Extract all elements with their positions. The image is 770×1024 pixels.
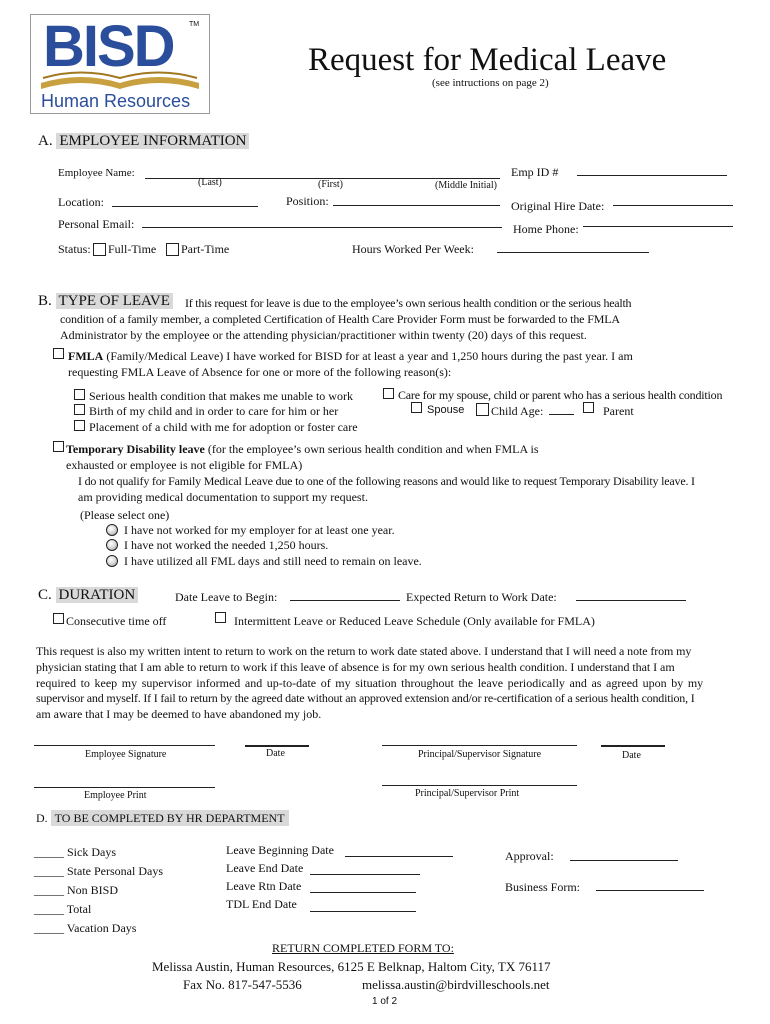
sick-days-row: [34, 843, 163, 862]
section-a-letter: A.: [38, 133, 53, 149]
reason-3-checkbox[interactable]: [74, 420, 85, 431]
date-begin-label: Date Leave to Begin:: [175, 590, 278, 604]
section-c-title: DURATION: [56, 587, 139, 603]
supervisor-print-line[interactable]: [382, 785, 577, 786]
statement-3: required to keep my supervisor informed and up-to-date of my situation throughout the leave periodically and as agreed upon by my: [36, 676, 704, 690]
location-label: Location:: [58, 195, 104, 209]
employee-signature-line[interactable]: [34, 745, 215, 746]
fmla-text-2: requesting FMLA Leave of Absence for one or more of the following reason(s):: [68, 365, 452, 379]
original-hire-field[interactable]: [613, 205, 733, 206]
home-phone-field[interactable]: [583, 226, 733, 227]
position-label: Position:: [286, 194, 329, 208]
vacation-row: [34, 919, 163, 938]
date-1-label: Date: [266, 748, 285, 759]
state-personal-row: [34, 862, 163, 881]
reason-2-checkbox[interactable]: [74, 404, 85, 415]
reason-2-label: Birth of my child and in order to care for him or her: [89, 404, 339, 418]
leave-end-label: Leave End Date: [226, 861, 304, 875]
reason-3-label: Placement of a child with me for adoption or foster care: [89, 420, 358, 434]
section-d-title: TO BE COMPLETED BY HR DEPARTMENT: [51, 810, 289, 826]
tdl-text-3: I do not qualify for Family Medical Leave due to one of the following reasons and would like to request Temporary Disability leave. I: [78, 474, 695, 488]
tdl-end-field[interactable]: [310, 911, 416, 912]
care-for-label: Care for my spouse, child or parent who has a serious health condition: [398, 388, 723, 402]
page-title: Request for Medical Leave: [308, 42, 667, 78]
status-label: Status:: [58, 242, 91, 256]
vacation-label: Vacation Days: [66, 921, 137, 935]
fmla-desc: (Family/Medical Leave) I have worked for BISD for at least a year and 1,250 hours during the past year. I am: [106, 349, 633, 363]
tdl-text-4: am providing medical documentation to support my request.: [78, 490, 368, 504]
expected-return-label: Expected Return to Work Date:: [406, 590, 557, 604]
consecutive-label: Consecutive time off: [66, 614, 167, 628]
total-label: Total: [66, 902, 92, 916]
total-row: [34, 900, 163, 919]
statement-5: am aware that I may be deemed to have abandoned my job.: [36, 707, 322, 721]
opt-3-radio[interactable]: [106, 555, 118, 567]
original-hire-label: Original Hire Date:: [511, 199, 605, 213]
tdl-checkbox[interactable]: [53, 441, 64, 452]
statement-4: supervisor and myself. If I fail to return by the agreed date without an approved extension and/or re-certification of a serious health condition, I: [36, 691, 695, 705]
total-blank[interactable]: _____: [34, 902, 64, 916]
full-time-label: Full-Time: [108, 242, 157, 256]
sick-days-label: Sick Days: [67, 845, 116, 859]
employee-print-line[interactable]: [34, 787, 215, 788]
hours-week-field[interactable]: [497, 252, 649, 253]
tdl-text-1: [66, 441, 539, 457]
consecutive-checkbox[interactable]: [53, 613, 64, 624]
emp-id-field[interactable]: [577, 175, 727, 176]
expected-return-field[interactable]: [576, 600, 686, 601]
date-1-line[interactable]: [245, 745, 309, 747]
child-age-field[interactable]: [549, 414, 574, 415]
footer-address: Melissa Austin, Human Resources, 6125 E Belknap, Haltom City, TX 76117: [152, 959, 551, 974]
fmla-bold: FMLA: [68, 349, 104, 363]
opt-2-radio[interactable]: [106, 539, 118, 551]
full-time-checkbox[interactable]: [93, 243, 106, 256]
fmla-text-1: [68, 348, 633, 364]
tdl-end-label: TDL End Date: [226, 897, 297, 911]
care-for-checkbox[interactable]: [383, 388, 394, 399]
section-d-heading: [36, 811, 289, 826]
date-2-label: Date: [622, 750, 641, 761]
non-bisd-row: [34, 881, 163, 900]
opt-2-label: I have not worked the needed 1,250 hours.: [124, 538, 329, 552]
fmla-checkbox[interactable]: [53, 348, 64, 359]
opt-1-radio[interactable]: [106, 524, 118, 536]
intermittent-label: Intermittent Leave or Reduced Leave Schedule (Only available for FMLA): [234, 614, 595, 628]
employee-print-label: Employee Print: [84, 790, 147, 801]
business-form-field[interactable]: [596, 890, 704, 891]
supervisor-print-label: Principal/Supervisor Print: [415, 788, 520, 799]
opt-1-label: I have not worked for my employer for at least one year.: [124, 523, 395, 537]
leave-begin-label: Leave Beginning Date: [226, 843, 334, 857]
logo-text: BISD: [43, 14, 174, 79]
leave-end-field[interactable]: [310, 874, 420, 875]
leave-begin-field[interactable]: [345, 856, 453, 857]
section-b-letter: B.: [38, 293, 52, 309]
middle-hint: (Middle Initial): [435, 180, 497, 191]
reason-1-label: Serious health condition that makes me unable to work: [89, 389, 353, 403]
part-time-checkbox[interactable]: [166, 243, 179, 256]
first-hint: (First): [318, 179, 343, 190]
section-c-letter: C.: [38, 587, 52, 603]
section-a-title: EMPLOYEE INFORMATION: [56, 133, 249, 149]
employee-signature-label: Employee Signature: [85, 749, 167, 760]
supervisor-signature-label: Principal/Supervisor Signature: [418, 749, 542, 760]
business-form-label: Business Form:: [505, 880, 581, 894]
return-to-label: RETURN COMPLETED FORM TO:: [272, 941, 454, 955]
employee-name-label: Employee Name:: [58, 167, 135, 179]
child-age-checkbox[interactable]: [476, 403, 489, 416]
home-phone-label: Home Phone:: [513, 222, 579, 236]
section-b-title: TYPE OF LEAVE: [56, 293, 173, 309]
tdl-text-2: exhausted or employee is not eligible for FMLA): [66, 458, 303, 472]
spouse-checkbox[interactable]: [411, 402, 422, 413]
section-d-letter: D.: [36, 811, 48, 825]
bisd-logo: [30, 14, 210, 114]
approval-label: Approval:: [505, 849, 554, 863]
footer-fax: Fax No. 817-547-5536: [183, 977, 302, 992]
non-bisd-label: Non BISD: [67, 883, 119, 897]
location-field[interactable]: [112, 206, 258, 207]
last-hint: (Last): [198, 177, 222, 188]
sick-days-blank[interactable]: _____: [34, 845, 64, 859]
supervisor-signature-line[interactable]: [382, 745, 577, 746]
tdl-desc: (for the employee’s own serious health condition and when FMLA is: [207, 442, 539, 456]
tdl-bold: Temporary Disability leave: [66, 442, 205, 456]
state-personal-label: State Personal Days: [67, 864, 163, 878]
section-b-intro-2: condition of a family member, a completed Certification of Health Care Provider Form must be forwarded to the FMLA: [60, 312, 620, 326]
parent-checkbox[interactable]: [583, 402, 594, 413]
non-bisd-blank[interactable]: _____: [34, 883, 64, 897]
parent-label: Parent: [603, 404, 634, 418]
page-subtitle: (see intructions on page 2): [432, 77, 549, 89]
approval-field[interactable]: [570, 860, 678, 861]
section-a-heading: [38, 133, 249, 150]
intermittent-checkbox[interactable]: [215, 612, 226, 623]
section-b-intro-3: Administrator by the employee or the attending physician/practitioner within twenty (20) days of this request.: [60, 328, 587, 342]
logo-tm: TM: [189, 21, 200, 28]
spouse-label: Spouse: [427, 404, 465, 416]
hr-days-list: [34, 843, 163, 938]
statement-2: physician stating that I am able to return to work if this leave of absence is for my own serious health condition. I understand that I am: [36, 660, 675, 674]
section-b-heading: [38, 293, 173, 310]
personal-email-label: Personal Email:: [58, 217, 135, 231]
child-age-label: Child Age:: [491, 404, 544, 418]
section-b-intro-1: If this request for leave is due to the employee’s own serious health condition or the serious health: [185, 296, 632, 310]
personal-email-field[interactable]: [142, 227, 502, 228]
emp-id-label: Emp ID #: [511, 165, 559, 179]
date-begin-field[interactable]: [290, 600, 400, 601]
vacation-blank[interactable]: _____: [34, 921, 64, 935]
state-personal-blank[interactable]: _____: [34, 864, 64, 878]
date-2-line[interactable]: [601, 745, 665, 747]
page-number: 1 of 2: [372, 996, 398, 1007]
part-time-label: Part-Time: [181, 242, 230, 256]
footer-email[interactable]: melissa.austin@birdvilleschools.net: [362, 977, 550, 992]
reason-1-checkbox[interactable]: [74, 389, 85, 400]
section-c-heading: [38, 587, 138, 604]
leave-rtn-label: Leave Rtn Date: [226, 879, 302, 893]
hours-week-label: Hours Worked Per Week:: [352, 242, 474, 256]
leave-rtn-field[interactable]: [310, 892, 416, 893]
position-field[interactable]: [333, 205, 500, 206]
please-select-label: (Please select one): [80, 508, 170, 522]
logo-subtitle: Human Resources: [41, 91, 191, 111]
statement-1: This request is also my written intent to return to work on the return to work date stated above. I understand that I will need a note from my: [36, 644, 692, 658]
opt-3-label: I have utilized all FML days and still need to remain on leave.: [124, 554, 422, 568]
